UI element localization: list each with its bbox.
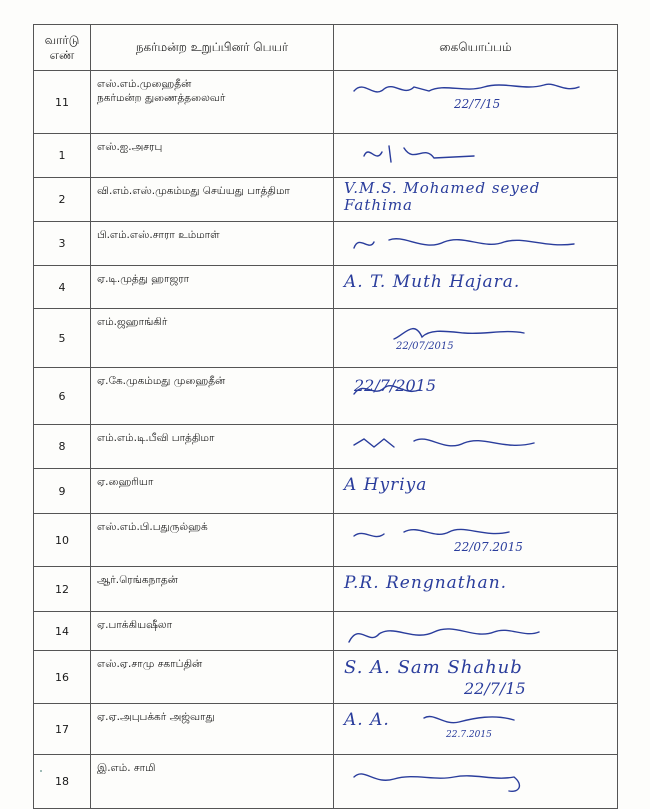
ward-number-cell: 9 — [34, 469, 91, 514]
signature-date: 22/07.2015 — [454, 540, 523, 554]
signature-cell — [334, 368, 618, 425]
member-name-cell — [91, 222, 334, 266]
handwritten-signature — [334, 425, 618, 469]
signature-date: 22/7/15 — [454, 97, 501, 111]
signature-cell — [334, 612, 618, 651]
signature-stroke — [424, 716, 514, 722]
signature-stroke — [354, 529, 509, 536]
member-name-cell — [91, 612, 334, 651]
signature-cell — [334, 514, 618, 567]
signature-header: கையொப்பம் — [334, 25, 618, 71]
handwritten-signature — [334, 134, 618, 178]
paper-speck — [40, 770, 42, 772]
signature-text: A. A. — [344, 710, 390, 730]
handwritten-signature — [334, 309, 618, 368]
ward-number-cell: 10 — [34, 514, 91, 567]
signature-cell — [334, 266, 618, 309]
ward-number-cell: 6 — [34, 368, 91, 425]
ward-number-cell: 16 — [34, 651, 91, 704]
table-row — [34, 651, 618, 704]
member-name-line: எஸ்.ஏ.சாமு சகாப்தின் — [97, 658, 203, 670]
signature-date: 22.7.2015 — [446, 730, 492, 740]
signature-cell — [334, 755, 618, 809]
signature-cell — [334, 704, 618, 755]
signature-stroke — [364, 146, 474, 162]
signature-table — [33, 24, 618, 809]
member-name-line: எஸ்.ஐ.அசரபு — [97, 141, 163, 153]
ward-number-cell: 2 — [34, 178, 91, 222]
signature-cell — [334, 134, 618, 178]
signature-cell — [334, 425, 618, 469]
signature-cell — [334, 567, 618, 612]
ward-number-cell: 11 — [34, 71, 91, 134]
table-row — [34, 755, 618, 809]
signature-cell — [334, 178, 618, 222]
member-name-line: இ.எம். சாமி — [97, 762, 156, 774]
ward-number-cell: 4 — [34, 266, 91, 309]
signature-text: V.M.S. Mohamed seyed Fathima — [344, 179, 541, 214]
ward-number-cell: 12 — [34, 567, 91, 612]
table-body — [34, 71, 618, 809]
member-name-cell — [91, 178, 334, 222]
signature-date: 22/07/2015 — [396, 341, 454, 352]
ward-number-cell: 8 — [34, 425, 91, 469]
member-name-header: நகர்மன்ற உறுப்பினர் பெயர் — [91, 25, 334, 71]
signature-stroke — [354, 84, 579, 92]
member-name-line: எம்.எம்.டி.பீவி பாத்திமா — [97, 432, 215, 444]
ward-number-cell: 3 — [34, 222, 91, 266]
table-row — [34, 425, 618, 469]
signature-cell — [334, 309, 618, 368]
member-name-cell — [91, 425, 334, 469]
ward-number-header — [34, 25, 91, 71]
member-name-cell — [91, 704, 334, 755]
member-name-line: பி.எம்.எஸ்.சாரா உம்மாள் — [97, 229, 220, 241]
ward-number-cell: 17 — [34, 704, 91, 755]
table-row — [34, 178, 618, 222]
ward-header-line2: எண் — [49, 47, 75, 62]
signature-cell — [334, 71, 618, 134]
attendance-sheet — [33, 24, 617, 809]
table-row — [34, 567, 618, 612]
member-name-line: ஏ.ஏ.அபுபக்கர் அஜ்வாது — [97, 711, 215, 723]
member-name-cell — [91, 368, 334, 425]
member-name-line: ஏ.டி.முத்து ஹாஜரா — [97, 273, 190, 285]
member-name-cell — [91, 651, 334, 704]
member-name-cell — [91, 469, 334, 514]
member-name-line: எம்.ஜஹாங்கிர் — [97, 316, 168, 328]
signature-stroke — [394, 329, 524, 339]
table-row — [34, 71, 618, 134]
ward-number-cell: 14 — [34, 612, 91, 651]
member-name-line: எஸ்.எம்.பி.பதுருல்ஹக் — [97, 521, 208, 533]
member-name-cell — [91, 514, 334, 567]
signature-text: S. A. Sam Shahub — [344, 657, 523, 678]
signature-text: A. T. Muth Hajara. — [344, 272, 521, 292]
handwritten-signature — [334, 222, 618, 266]
member-name-line: வி.எம்.எஸ்.முகம்மது செய்யது பாத்திமா — [97, 185, 290, 197]
member-name-cell — [91, 134, 334, 178]
signature-stroke — [354, 774, 519, 791]
member-name-cell — [91, 71, 334, 134]
table-row — [34, 368, 618, 425]
ward-number-cell: 1 — [34, 134, 91, 178]
table-row — [34, 309, 618, 368]
member-name-line: ஆர்.ரெங்கநாதன் — [97, 574, 178, 586]
handwritten-signature — [334, 755, 618, 809]
table-row — [34, 704, 618, 755]
table-row — [34, 612, 618, 651]
member-name-line: ஏ.கே.முகம்மது முஹைதீன் — [97, 375, 226, 387]
signature-text: A Hyriya — [344, 475, 428, 495]
signature-cell — [334, 651, 618, 704]
member-name-cell — [91, 567, 334, 612]
handwritten-signature — [334, 612, 618, 651]
member-name-cell — [91, 266, 334, 309]
table-row — [34, 222, 618, 266]
member-name-line: எஸ்.எம்.முஹைதீன் — [97, 78, 192, 90]
signature-cell — [334, 469, 618, 514]
member-name-cell — [91, 755, 334, 809]
ward-number-cell: 5 — [34, 309, 91, 368]
ward-header-line1: வார்டு — [44, 32, 80, 47]
signature-date: 22/7/15 — [464, 679, 526, 698]
table-row — [34, 266, 618, 309]
signature-stroke — [349, 629, 539, 642]
member-name-line: ஏ.பாக்கியஷீலா — [97, 619, 173, 631]
table-row — [34, 514, 618, 567]
member-name-cell — [91, 309, 334, 368]
signature-cell — [334, 222, 618, 266]
table-row — [34, 469, 618, 514]
ward-number-cell: 18 — [34, 755, 91, 809]
signature-date: 22/7/2015 — [354, 376, 437, 395]
signature-stroke — [354, 239, 574, 248]
header-row — [34, 25, 618, 71]
signature-text: P.R. Rengnathan. — [344, 573, 508, 593]
member-name-line: நகர்மன்ற துணைத்தலைவர் — [97, 92, 226, 104]
signature-stroke — [354, 439, 534, 447]
table-row — [34, 134, 618, 178]
member-name-line: ஏ.ஹைரியா — [97, 476, 154, 488]
